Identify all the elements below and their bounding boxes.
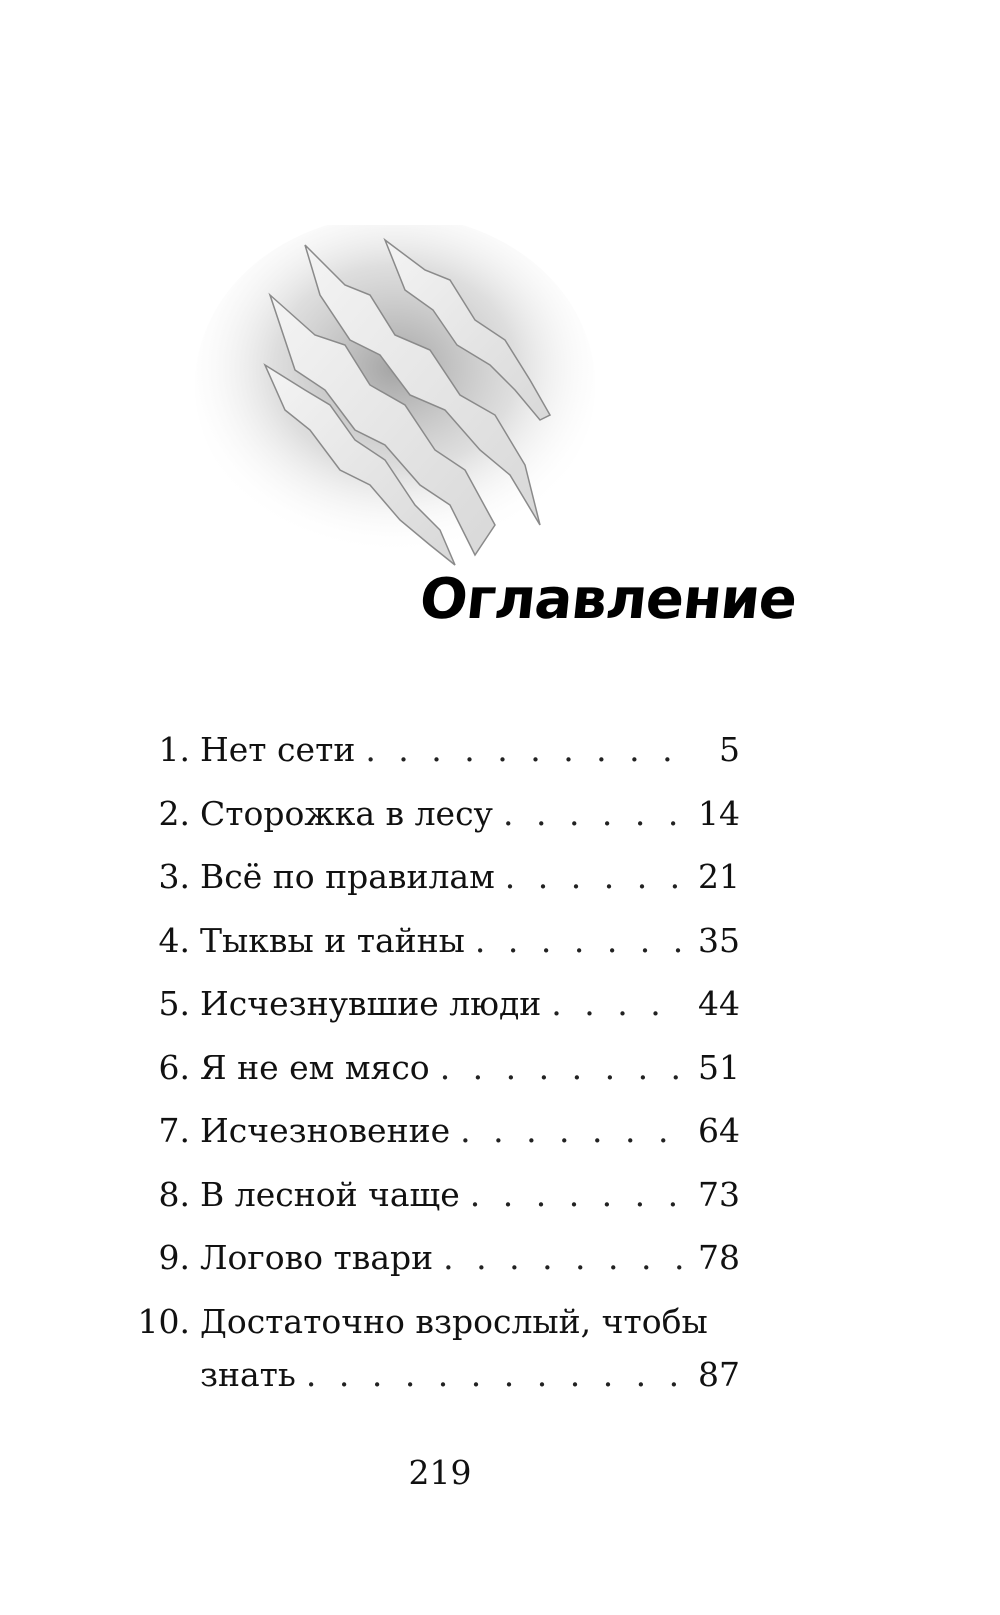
toc-entry-title: Логово твари xyxy=(200,1238,434,1277)
page-number: 219 xyxy=(408,1453,472,1492)
toc-entry-number: 9. xyxy=(158,1238,190,1277)
toc-entry-number: 8. xyxy=(158,1174,190,1214)
toc-entry-number: 10. xyxy=(137,1301,190,1341)
toc-entry-number: 3. xyxy=(158,857,190,896)
page-title: Оглавление xyxy=(416,567,800,632)
toc-entry xyxy=(130,1226,740,1290)
toc-leader-dots xyxy=(460,1099,686,1163)
toc-leader-dots xyxy=(443,1226,686,1290)
table-of-contents xyxy=(130,718,740,1402)
toc-entry-title-line2: знать xyxy=(200,1354,296,1394)
toc-leader-dots xyxy=(475,909,686,973)
toc-entry-page: 14 xyxy=(698,793,740,833)
toc-entry-page: 87 xyxy=(698,1354,740,1394)
toc-entry xyxy=(130,845,740,909)
toc-entry xyxy=(130,1036,740,1100)
toc-leader-dots xyxy=(365,718,686,782)
toc-leader-dots xyxy=(503,782,686,846)
toc-entry xyxy=(130,1163,740,1227)
toc-entry-page: 73 xyxy=(698,1174,740,1214)
toc-entry-title: Исчезнувшие люди xyxy=(200,984,542,1023)
toc-entry-page: 51 xyxy=(698,1047,740,1087)
toc-entry xyxy=(130,1290,740,1402)
toc-entry xyxy=(130,1099,740,1163)
claw-marks-illustration xyxy=(195,225,615,585)
toc-entry-title: Исчезновение xyxy=(200,1111,451,1150)
toc-entry-number: 7. xyxy=(158,1111,190,1150)
toc-entry-number: 6. xyxy=(158,1047,190,1087)
toc-entry-number: 2. xyxy=(158,793,190,833)
toc-entry-page: 35 xyxy=(698,920,740,960)
toc-entry-title: Всё по правилам xyxy=(200,857,495,896)
toc-entry xyxy=(130,972,740,1036)
toc-entry xyxy=(130,782,740,846)
toc-leader-dots xyxy=(505,845,686,909)
toc-entry-title-line1: Достаточно взрослый, чтобы xyxy=(200,1301,708,1341)
toc-entry-page: 44 xyxy=(698,984,740,1023)
toc-entry-number: 4. xyxy=(158,920,190,960)
toc-leader-dots xyxy=(306,1343,686,1407)
toc-entry-title: Тыквы и тайны xyxy=(200,920,465,960)
toc-entry-page: 5 xyxy=(719,730,740,769)
toc-entry-number: 5. xyxy=(158,984,190,1023)
toc-leader-dots xyxy=(470,1163,686,1227)
toc-leader-dots xyxy=(551,972,686,1036)
toc-entry-page: 64 xyxy=(698,1111,740,1150)
toc-entry-title: Сторожка в лесу xyxy=(200,793,493,833)
toc-entry xyxy=(130,718,740,782)
toc-entry-title: Я не ем мясо xyxy=(200,1047,430,1087)
toc-entry-page: 78 xyxy=(698,1238,740,1277)
toc-leader-dots xyxy=(440,1036,686,1100)
toc-entry-page: 21 xyxy=(698,857,740,896)
toc-entry-title: В лесной чаще xyxy=(200,1174,460,1214)
toc-entry xyxy=(130,909,740,973)
toc-entry-title: Нет сети xyxy=(200,730,356,769)
toc-entry-number: 1. xyxy=(158,730,190,769)
